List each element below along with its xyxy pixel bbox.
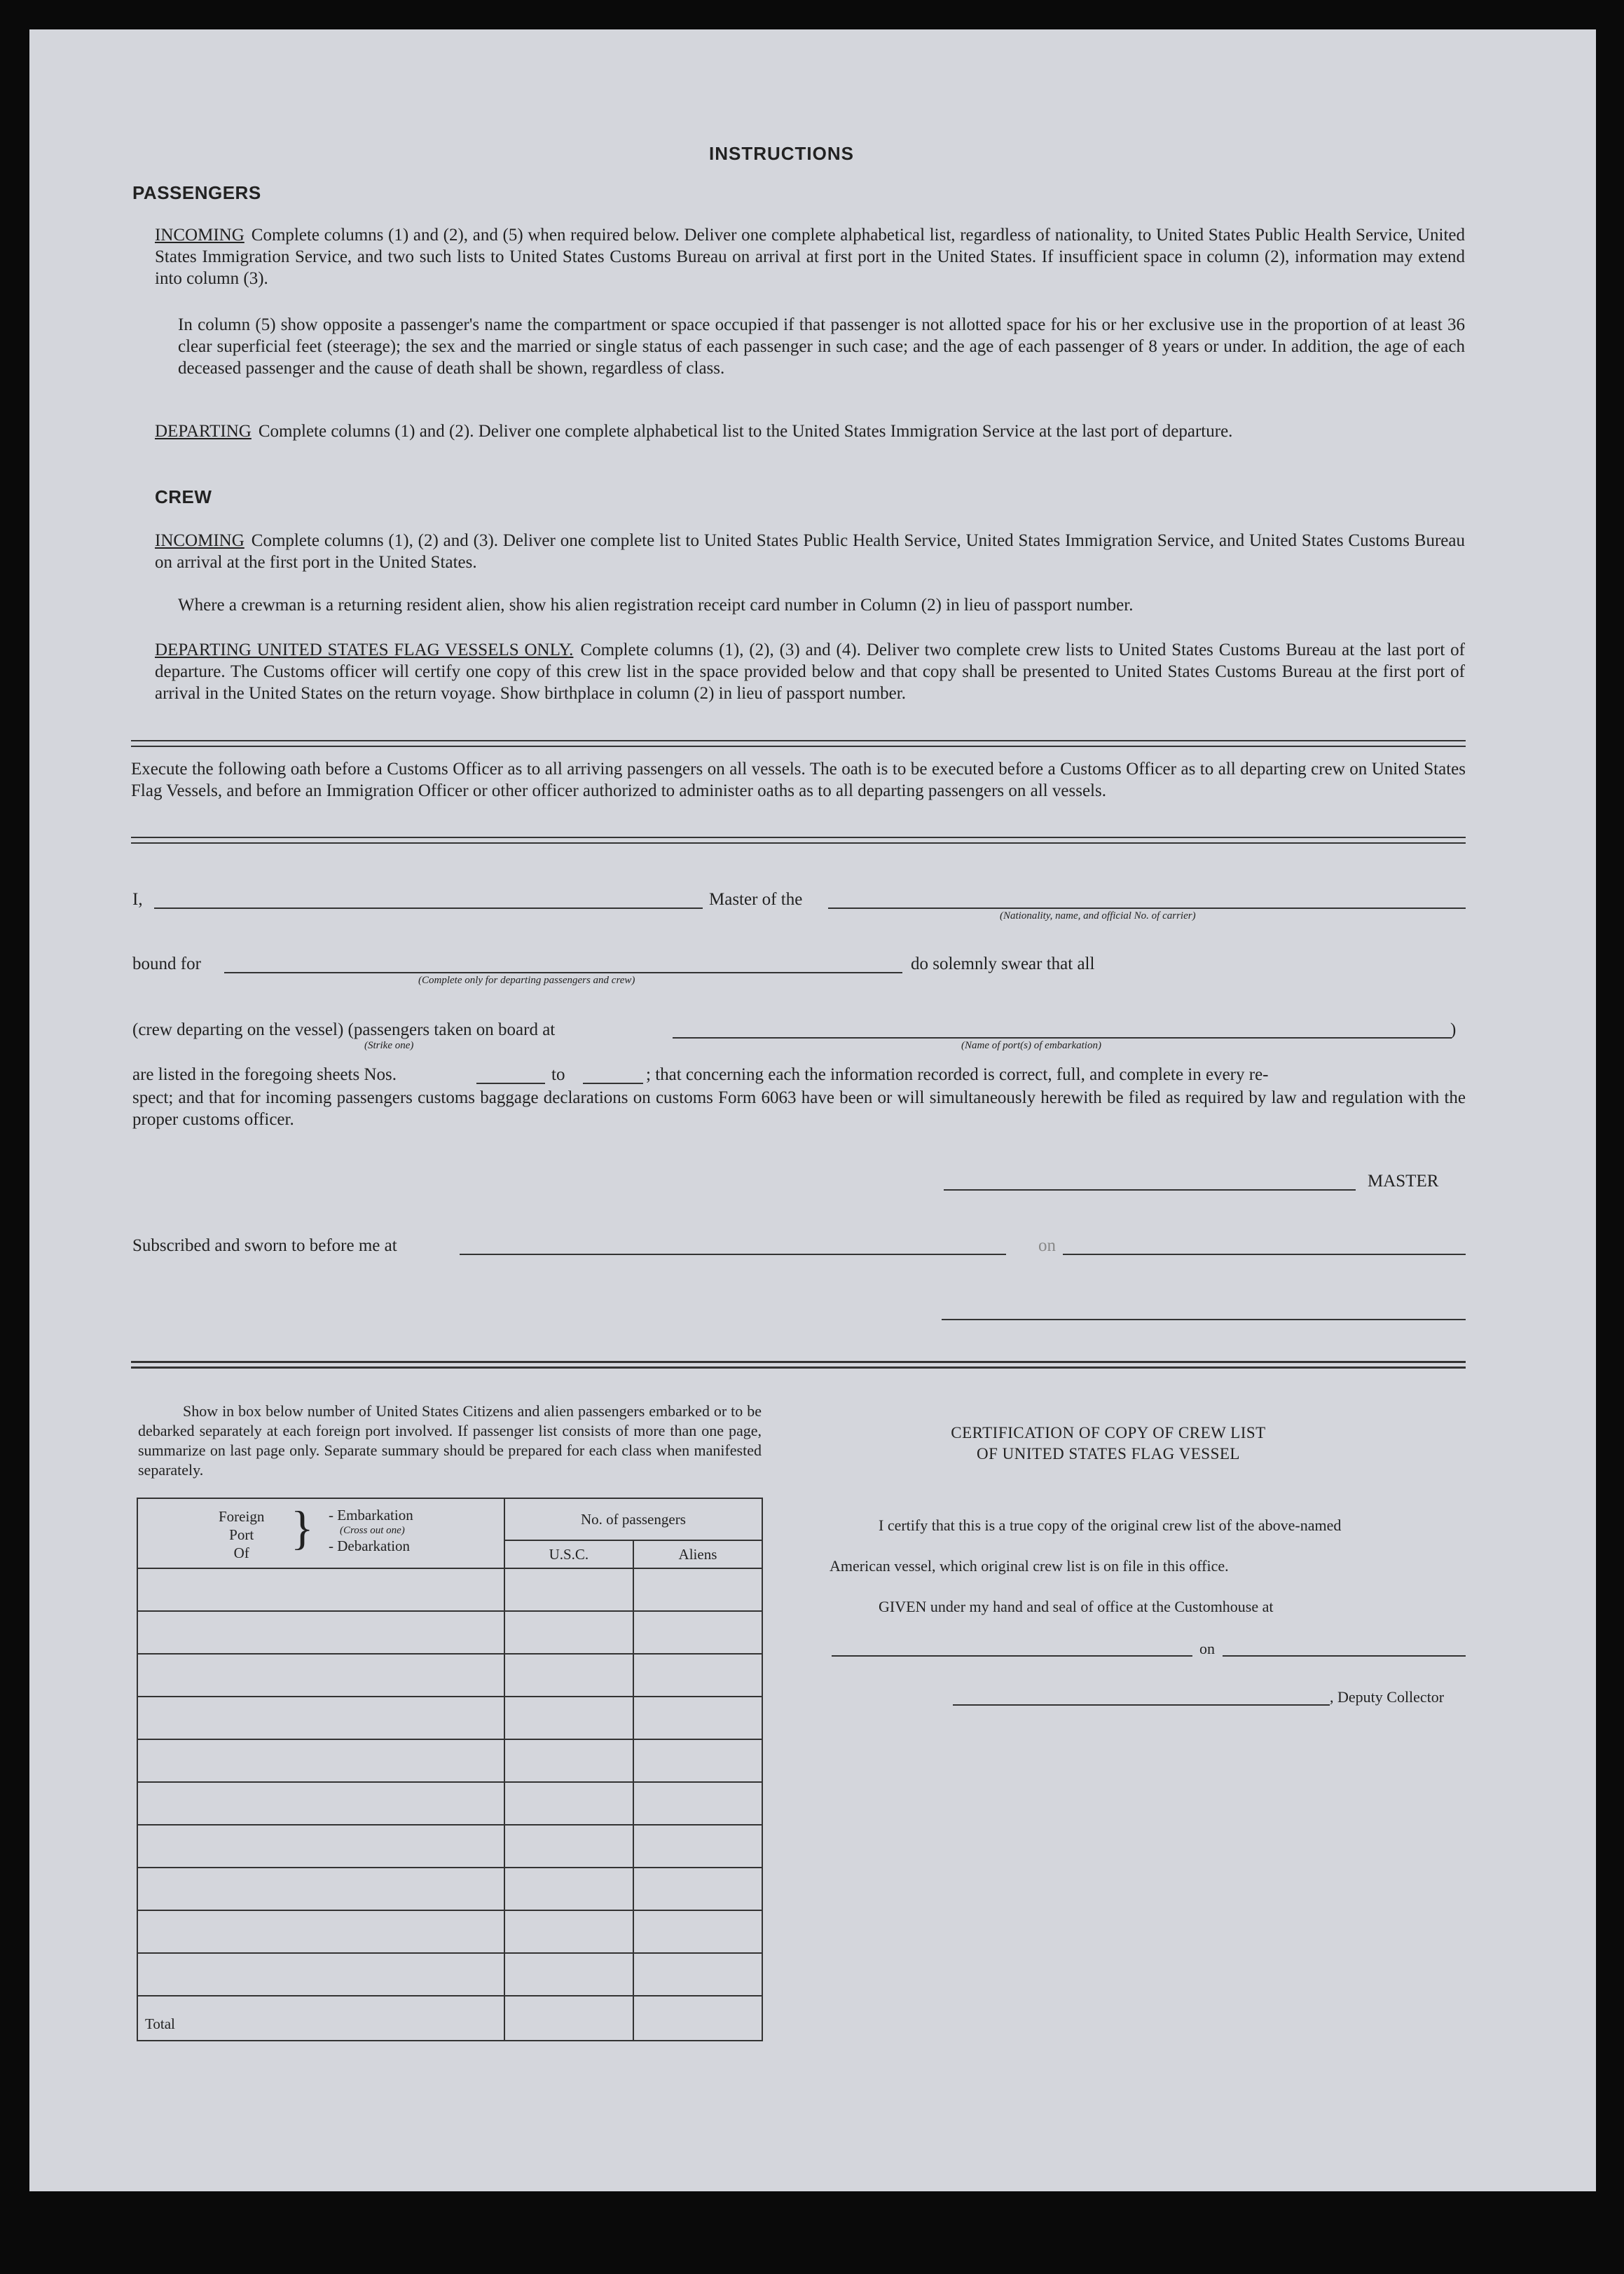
total-label: Total [137, 1996, 504, 2041]
port-cell[interactable] [137, 1697, 504, 1739]
table-row [137, 1910, 762, 1953]
certification-on-label: on [1199, 1640, 1215, 1657]
port-cell[interactable] [137, 1825, 504, 1868]
port-cell[interactable] [137, 1953, 504, 1996]
sworn-location-field[interactable] [460, 1254, 1006, 1255]
cross-out-caption: (Cross out one) [340, 1524, 405, 1536]
usc-header: U.S.C. [504, 1540, 633, 1568]
foreign-port-header [137, 1498, 504, 1568]
crew-departing-lead: DEPARTING UNITED STATES FLAG VESSELS ONLY. [155, 641, 574, 659]
port-cell[interactable] [137, 1868, 504, 1910]
crew-departing-paragraph [155, 639, 1465, 704]
close-paren: ) [1450, 1020, 1457, 1039]
crew-incoming-lead: INCOMING [155, 531, 245, 550]
bleed-through-mark [737, 110, 743, 137]
bound-for-caption: (Complete only for departing passengers and crew) [418, 975, 635, 986]
table-row [137, 1739, 762, 1782]
embarkation-label: - Embarkation [329, 1506, 413, 1523]
strike-one-caption: (Strike one) [364, 1040, 414, 1051]
usc-cell[interactable] [504, 1825, 633, 1868]
sheet-from-field[interactable] [476, 1083, 545, 1084]
subscribed-label: Subscribed and sworn to before me at [132, 1236, 397, 1255]
divider-mid-b [131, 842, 1466, 844]
port-caption: (Name of port(s) of embarkation) [961, 1040, 1101, 1051]
port-cell[interactable] [137, 1611, 504, 1654]
usc-cell[interactable] [504, 1782, 633, 1825]
certification-title-2: OF UNITED STATES FLAG VESSEL [977, 1445, 1240, 1463]
foreign-label: Foreign [219, 1507, 265, 1525]
table-row [137, 1868, 762, 1910]
of-label: Of [233, 1544, 249, 1561]
crew-incoming-paragraph [155, 530, 1465, 573]
usc-cell[interactable] [504, 1611, 633, 1654]
passengers-incoming-paragraph [155, 224, 1465, 289]
document-sheet [29, 29, 1596, 2191]
certification-line-3: GIVEN under my hand and seal of office at the Customhouse at [879, 1598, 1274, 1615]
port-cell[interactable] [137, 1568, 504, 1611]
carrier-field[interactable] [828, 907, 1466, 909]
table-row [137, 1782, 762, 1825]
crew-resident-paragraph: Where a crewman is a returning resident alien, show his alien registration receipt card number in Column (2) in lieu of passport number. [178, 596, 1134, 615]
master-label: MASTER [1368, 1172, 1439, 1191]
table-row [137, 1953, 762, 1996]
customhouse-field[interactable] [832, 1655, 1192, 1657]
divider-bottom-a [131, 1361, 1466, 1363]
usc-cell[interactable] [504, 1739, 633, 1782]
listed-sheets-label: are listed in the foregoing sheets Nos. [132, 1065, 397, 1084]
passengers-heading: PASSENGERS [132, 182, 261, 203]
certification-line-2: American vessel, which original crew list is on file in this office. [830, 1557, 1229, 1575]
listed-text-2: spect; and that for incoming passengers customs baggage declarations on customs Form 6063 have been or will simultaneously herewith be filed as required by law and regulation with the proper customs officer. [132, 1088, 1466, 1129]
aliens-cell[interactable] [633, 1654, 762, 1697]
passengers-departing-paragraph [155, 420, 1465, 442]
aliens-cell[interactable] [633, 1739, 762, 1782]
crew-departing-text: Complete columns (1), (2), (3) and (4). Deliver two complete crew lists to United States Customs Bureau at the last port of departure. The Customs officer will certify one copy of this crew list in the space provided below and that copy shall be presented to United States Customs Bureau at the first port of arrival in the United States on the return voyage. Show birthplace in column (2) in lieu of passport number. [155, 641, 1465, 703]
no-of-passengers-header: No. of passengers [504, 1498, 762, 1540]
aliens-header: Aliens [633, 1540, 762, 1568]
crew-heading: CREW [155, 486, 212, 507]
certification-title-1: CERTIFICATION OF COPY OF CREW LIST [951, 1424, 1266, 1441]
aliens-cell[interactable] [633, 1782, 762, 1825]
crew-departing-strike: (crew departing on the vessel) (passengers taken on board at [132, 1020, 556, 1039]
bound-for-label: bound for [132, 954, 201, 973]
deputy-signature-field[interactable] [953, 1704, 1330, 1706]
divider-bottom-b [131, 1367, 1466, 1369]
divider-top-b [131, 746, 1466, 747]
certification-date-field[interactable] [1223, 1655, 1466, 1657]
port-cell[interactable] [137, 1739, 504, 1782]
summary-intro: Show in box below number of United States Citizens and alien passengers embarked or to be debarked separately at each foreign port involved. If passenger list consists of more than one page, summarize on last page only. Separate summary should be prepared for each class when manifested separately. [138, 1402, 762, 1479]
usc-cell[interactable] [504, 1910, 633, 1953]
aliens-cell[interactable] [633, 1825, 762, 1868]
officer-signature-field[interactable] [942, 1319, 1466, 1320]
master-of-the-label: Master of the [709, 890, 803, 909]
port-cell[interactable] [137, 1654, 504, 1697]
usc-cell[interactable] [504, 1654, 633, 1697]
debarkation-label: - Debarkation [329, 1537, 411, 1554]
passengers-departing-lead: DEPARTING [155, 422, 252, 441]
brace-glyph: } [291, 1500, 314, 1554]
port-cell[interactable] [137, 1910, 504, 1953]
listed-to-label: to [551, 1065, 565, 1084]
divider-mid-a [131, 837, 1466, 838]
usc-cell[interactable] [504, 1697, 633, 1739]
sworn-on-label: on [1038, 1236, 1056, 1255]
sworn-date-field[interactable] [1063, 1254, 1466, 1255]
aliens-cell[interactable] [633, 1868, 762, 1910]
total-aliens-cell[interactable] [633, 1996, 762, 2041]
port-label: Port [229, 1526, 254, 1543]
port-cell[interactable] [137, 1782, 504, 1825]
listed-text-1: ; that concerning each the information recorded is correct, full, and complete in every re- [646, 1065, 1269, 1084]
aliens-cell[interactable] [633, 1611, 762, 1654]
divider-top-a [131, 740, 1466, 741]
bound-for-field[interactable] [224, 972, 902, 973]
oath-instruction: Execute the following oath before a Customs Officer as to all arriving passengers on all vessels. The oath is to be executed before a Customs Officer as to all departing crew on United States Flag Vessels, and before an Immigration Officer or other officer authorized to administer oaths as to all departing passengers on all vessels. [131, 760, 1466, 800]
table-row [137, 1568, 762, 1611]
aliens-cell[interactable] [633, 1697, 762, 1739]
aliens-cell[interactable] [633, 1953, 762, 1996]
table-row [137, 1654, 762, 1697]
column5-paragraph: In column (5) show opposite a passenger's name the compartment or space occupied if that passenger is not allotted space for his or her exclusive use in the proportion of at least 36 clear superficial feet (steerage); the sex and the married or single status of each passenger in such case; and the age of each passenger of 8 years or under. In addition, the age of each deceased passenger and the cause of death shall be shown, regardless of class. [178, 315, 1465, 378]
usc-cell[interactable] [504, 1568, 633, 1611]
carrier-caption: (Nationality, name, and official No. of carrier) [1000, 910, 1196, 922]
sheet-to-field[interactable] [583, 1083, 643, 1084]
aliens-cell[interactable] [633, 1910, 762, 1953]
summary-rows [137, 1568, 762, 1996]
usc-cell[interactable] [504, 1868, 633, 1910]
certification-line-1: I certify that this is a true copy of the original crew list of the above-named [879, 1516, 1342, 1534]
usc-cell[interactable] [504, 1953, 633, 1996]
total-usc-cell[interactable] [504, 1996, 633, 2041]
crew-incoming-text: Complete columns (1), (2) and (3). Deliver one complete list to United States Public Health Service, United States Immigration Service, and United States Customs Bureau on arrival at the first port in the United States. [155, 531, 1465, 572]
passengers-incoming-text: Complete columns (1) and (2), and (5) when required below. Deliver one complete alphabetical list, regardless of nationality, to United States Public Health Service, United States Immigration Service, and two such lists to United States Customs Bureau on arrival at first port in the United States. If insufficient space in column (2), information may extend into column (3). [155, 226, 1465, 288]
passengers-departing-text: Complete columns (1) and (2). Deliver one complete alphabetical list to the United States Immigration Service at the last port of departure. [258, 422, 1233, 441]
aliens-cell[interactable] [633, 1568, 762, 1611]
swear-text: do solemnly swear that all [911, 954, 1095, 973]
passenger-summary-table [137, 1498, 763, 2041]
deputy-collector-label: , Deputy Collector [1330, 1688, 1445, 1706]
instructions-title: INSTRUCTIONS [709, 143, 854, 164]
master-signature-field[interactable] [944, 1189, 1356, 1191]
table-row [137, 1611, 762, 1654]
oath-i-label: I, [132, 890, 143, 909]
table-row [137, 1697, 762, 1739]
embarkation-port-field[interactable] [673, 1037, 1452, 1039]
table-row [137, 1825, 762, 1868]
master-name-field[interactable] [154, 907, 703, 909]
passengers-incoming-lead: INCOMING [155, 226, 245, 245]
